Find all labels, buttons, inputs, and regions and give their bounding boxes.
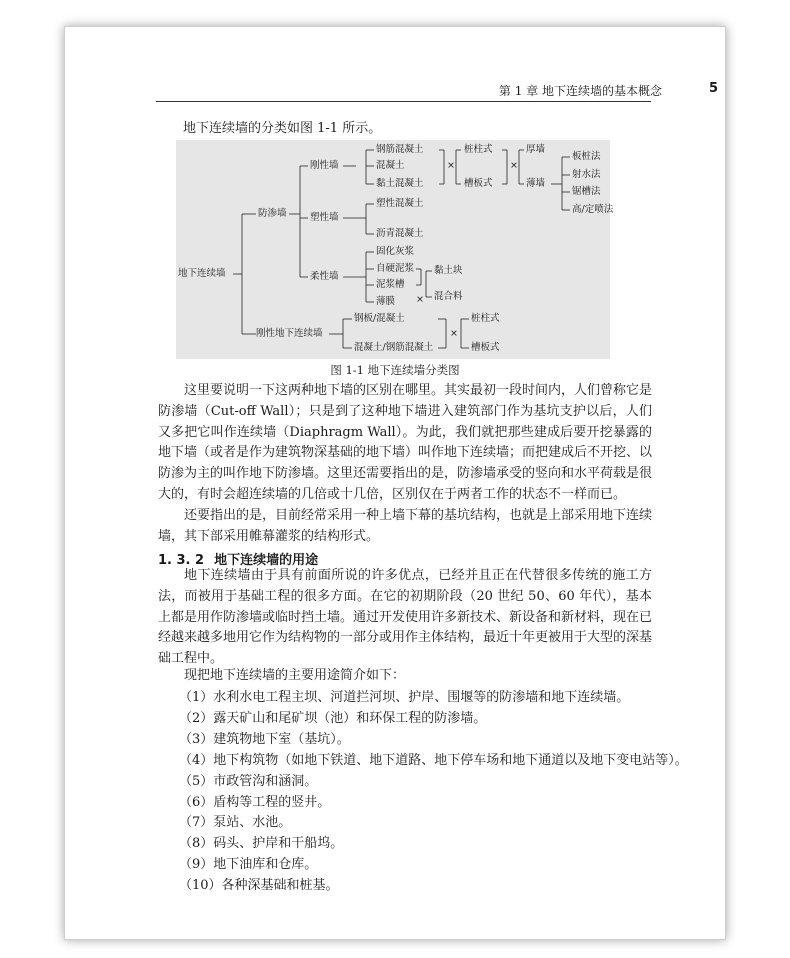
node-hunhe: 混合料 bbox=[434, 291, 463, 302]
node-gd1: 钢板/混凝土 bbox=[354, 313, 405, 324]
node-gangxing: 刚性墙 bbox=[310, 160, 339, 171]
paragraph: 现把地下连续墙的主要用途简介如下： bbox=[184, 668, 406, 683]
header-rule bbox=[156, 101, 651, 102]
node-m4: 高/定喷法 bbox=[572, 204, 614, 215]
list-item: （5）市政管沟和涵洞。 bbox=[179, 773, 318, 789]
times-sign: × bbox=[450, 328, 458, 339]
list-item: （1）水利水电工程主坝、河道拦河坝、护岸、围堰等的防渗墙和地下连续墙。 bbox=[179, 690, 630, 705]
section-number: 1. 3. 2 bbox=[158, 553, 205, 568]
node-m1: 板桩法 bbox=[572, 151, 601, 162]
classification-figure bbox=[176, 140, 614, 359]
node-s1: 塑性混凝土 bbox=[376, 198, 424, 209]
times-sign: × bbox=[416, 294, 424, 305]
list-item: （6）盾构等工程的竖井。 bbox=[179, 794, 331, 810]
node-caoban2: 槽板式 bbox=[471, 342, 500, 353]
figure-caption: 图 1-1 地下连续墙分类图 bbox=[330, 363, 460, 377]
node-gxdx: 刚性地下连续墙 bbox=[256, 328, 323, 339]
node-houqiang: 厚墙 bbox=[526, 144, 546, 155]
paragraph: 还要指出的是，目前经常采用一种上墙下幕的基坑结构，也就是上部采用地下连续墙，其下部采用帷幕灌浆的结构形式。 bbox=[158, 508, 653, 544]
node-m2: 射水法 bbox=[572, 169, 601, 180]
node-caoban1: 槽板式 bbox=[464, 178, 493, 189]
times-sign: × bbox=[447, 160, 455, 171]
intro-line: 地下连续墙的分类如图 1-1 所示。 bbox=[183, 121, 382, 136]
chapter-title: 第 1 章 地下连续墙的基本概念 bbox=[498, 84, 662, 98]
page-number: 5 bbox=[708, 81, 718, 96]
node-r1: 固化灰浆 bbox=[376, 246, 415, 257]
times-sign: × bbox=[510, 160, 518, 171]
node-g3: 黏土混凝土 bbox=[376, 178, 424, 189]
node-gd2: 混凝土/钢筋混凝土 bbox=[354, 342, 434, 353]
node-baoqiang: 薄墙 bbox=[526, 178, 546, 189]
node-fangshen: 防渗墙 bbox=[258, 208, 287, 219]
list-item: （9）地下油库和仓库。 bbox=[179, 857, 318, 873]
list-item: （7）泵站、水池。 bbox=[179, 815, 292, 831]
list-item: （3）建筑物地下室（基坑）。 bbox=[179, 731, 350, 747]
node-r3: 泥浆槽 bbox=[376, 279, 405, 290]
paragraph: 地下连续墙由于具有前面所说的许多优点，已经并且正在代替很多传统的施工方法，而被用于基础工程的很多方面。在它的初期阶段（20 世纪 50、60 年代），基本上都是用作防渗墙或临时挡土墙。通过开发使用许多新技术、新设备和新材料，现在已经越来越多地用它作为结构物的一部分或用作主体结构，最近十年更被用于大型的深基础工程中。 bbox=[158, 568, 653, 667]
uses-list bbox=[179, 688, 688, 897]
node-m3: 锯槽法 bbox=[572, 186, 601, 197]
node-g2: 混凝土 bbox=[376, 160, 405, 171]
node-suxing: 塑性墙 bbox=[310, 212, 339, 223]
node-s2: 沥青混凝土 bbox=[376, 228, 424, 239]
list-item: （4）地下构筑物（如地下铁道、地下道路、地下停车场和地下通道以及地下变电站等）。 bbox=[179, 752, 688, 768]
node-rouxing: 柔性墙 bbox=[310, 271, 339, 282]
paragraph: 这里要说明一下这两种地下墙的区别在哪里。其实最初一段时间内，人们曾称它是防渗墙（Cut-off Wall）；只是到了这种地下墙进入建筑部门作为基坑支护以后，人们又多把它叫作连续墙（Diaphragm Wall）。为此，我们就把那些建成后要开挖暴露的地下墙（或者是作为建筑物深基础的地下墙）叫作地下连续墙；而把建成后不开挖、以防渗为主的叫作地下防渗墙。这里还需要指出的是，防渗墙承受的竖向和水平荷载是很大的，有时会超连续墙的几倍或十几倍，区别仅在于两者工作的状态不一样而已。 bbox=[158, 383, 653, 502]
list-item: （2）露天矿山和尾矿坝（池）和环保工程的防渗墙。 bbox=[179, 710, 487, 726]
node-zhuzhu1: 桩柱式 bbox=[464, 144, 493, 155]
section-title: 地下连续墙的用途 bbox=[214, 553, 319, 568]
running-header bbox=[92, 82, 718, 100]
list-item: （10）各种深基础和桩基。 bbox=[179, 878, 339, 894]
node-r2: 自硬泥浆 bbox=[376, 263, 415, 274]
node-zhuzhu2: 桩柱式 bbox=[471, 313, 500, 324]
list-item: （8）码头、护岸和干船坞。 bbox=[179, 836, 344, 852]
node-root: 地下连续墙 bbox=[178, 268, 226, 279]
node-niantu: 黏土块 bbox=[434, 265, 463, 276]
node-r4: 薄膜 bbox=[376, 296, 396, 307]
node-g1: 钢筋混凝土 bbox=[376, 144, 424, 155]
